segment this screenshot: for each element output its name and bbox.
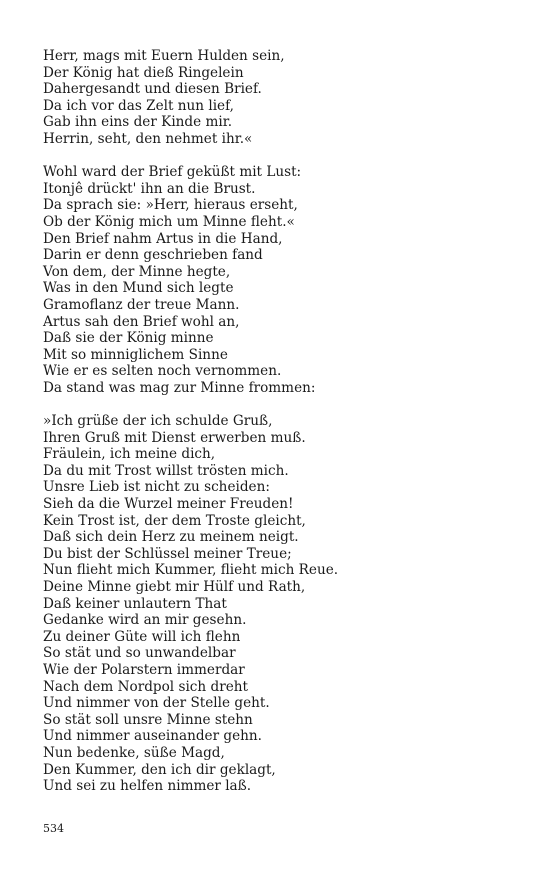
verse-line: Wohl ward der Brief geküßt mit Lust: (43, 164, 302, 181)
page-number: 534 (43, 822, 64, 835)
verse-line: Was in den Mund sich legte (43, 280, 234, 297)
verse-line: Da du mit Trost willst trösten mich. (43, 462, 289, 479)
verse-line: So stät soll unsre Minne stehn (43, 711, 253, 728)
stanza (43, 48, 523, 148)
stanza (43, 413, 523, 795)
verse-line: Da ich vor das Zelt nun lief, (43, 97, 234, 114)
verse-line: Den Kummer, den ich dir geklagt, (43, 761, 276, 778)
verse-line: Und sei zu helfen nimmer laß. (43, 778, 252, 795)
verse-line: Ihren Gruß mit Dienst erwerben muß. (43, 429, 306, 446)
verse-line: Sieh da die Wurzel meiner Freuden! (43, 496, 294, 513)
verse-line: Nun flieht mich Kummer, flieht mich Reue. (43, 562, 339, 579)
verse-line: Wie der Polarstern immerdar (43, 661, 245, 678)
verse-line: Ob der König mich um Minne fleht.« (43, 213, 295, 230)
verse-line: Da stand was mag zur Minne frommen: (43, 379, 316, 396)
verse-line: Gedanke wird an mir gesehn. (43, 612, 247, 629)
verse-line: Mit so minniglichem Sinne (43, 346, 228, 363)
verse-line: »Ich grüße der ich schulde Gruß, (43, 413, 273, 430)
verse-line: Und nimmer von der Stelle geht. (43, 695, 270, 712)
verse-line: Du bist der Schlüssel meiner Treue; (43, 545, 292, 562)
verse-line: Deine Minne giebt mir Hülf und Rath, (43, 579, 306, 595)
verse-line: Nach dem Nordpol sich dreht (43, 678, 248, 695)
verse-line: So stät und so unwandelbar (43, 645, 236, 662)
verse-line: Da sprach sie: »Herr, hieraus erseht, (43, 197, 298, 214)
verse-line: Gab ihn eins der Kinde mir. (43, 114, 233, 131)
verse-line: Wie er es selten noch vernommen. (43, 363, 282, 380)
verse-line: Unsre Lieb ist nicht zu scheiden: (43, 479, 270, 496)
verse-line: Zu deiner Güte will ich flehn (43, 628, 241, 645)
verse-line: Artus sah den Brief wohl an, (43, 313, 240, 330)
verse-line: Darin er denn geschrieben fand (43, 247, 263, 264)
verse-line: Itonjê drückt' ihn an die Brust. (43, 180, 256, 197)
verse-line: Daß sie der König minne (43, 330, 214, 347)
verse-line: Kein Trost ist, der dem Troste gleicht, (43, 512, 306, 529)
poem-text (43, 48, 523, 811)
verse-line: Der König hat dieß Ringelein (43, 64, 244, 81)
verse-line: Und nimmer auseinander gehn. (43, 728, 262, 745)
verse-line: Den Brief nahm Artus in die Hand, (43, 230, 283, 247)
verse-line: Daß sich dein Herz zu meinem neigt. (43, 529, 299, 546)
verse-line: Daß keiner unlautern That (43, 595, 227, 612)
verse-line: Von dem, der Minne hegte, (43, 263, 231, 280)
verse-line: Fräulein, ich meine dich, (43, 446, 216, 463)
verse-line: Dahergesandt und diesen Brief. (43, 81, 262, 98)
verse-line: Herr, mags mit Euern Hulden sein, (43, 48, 285, 64)
verse-line: Herrin, seht, den nehmet ihr.« (43, 130, 253, 147)
verse-line: Gramoflanz der treue Mann. (43, 296, 240, 313)
stanza (43, 164, 523, 396)
verse-line: Nun bedenke, süße Magd, (43, 744, 225, 761)
